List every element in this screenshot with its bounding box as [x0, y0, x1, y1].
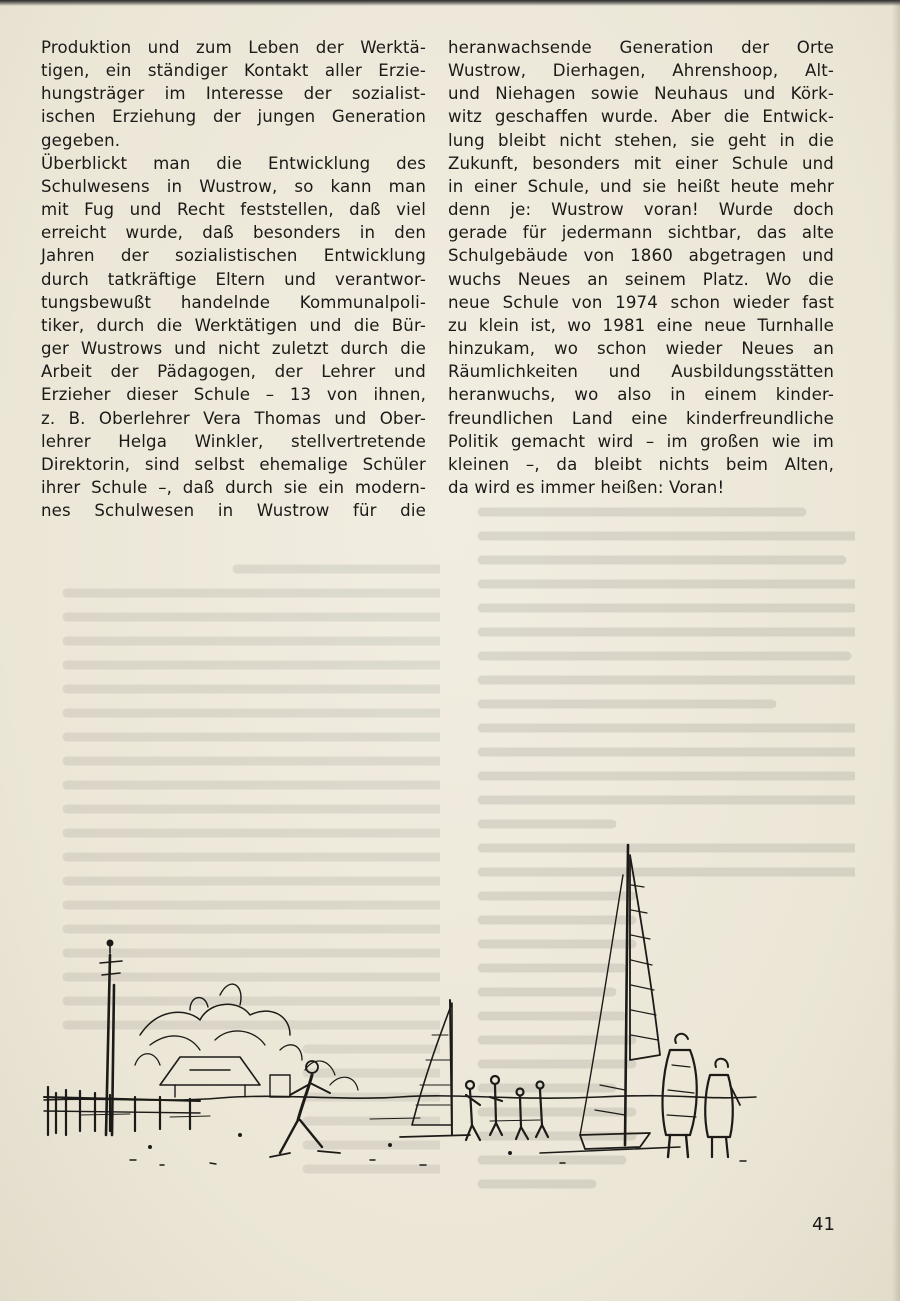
text-line: denn je: Wustrow voran! Wurde doch	[448, 200, 834, 220]
page-top-edge	[0, 0, 900, 6]
text-line: Schulwesens in Wustrow, so kann man	[41, 176, 426, 196]
winter-beach-sketch-icon	[40, 835, 760, 1180]
text-line: Direktorin, sind selbst ehemalige Schüler	[41, 454, 426, 474]
text-line: hinzukam, wo schon wieder Neues an	[448, 339, 834, 359]
text-line: witz geschaffen wurde. Aber die Entwick-	[448, 107, 834, 127]
text-line: Überblickt man die Entwicklung des	[41, 153, 426, 173]
text-line: Erzieher dieser Schule – 13 von ihnen,	[41, 385, 426, 405]
text-column-right	[448, 36, 834, 499]
text-line: z. B. Oberlehrer Vera Thomas und Ober-	[41, 408, 426, 428]
text-line: tungsbewußt handelnde Kommunalpoli-	[41, 292, 426, 312]
text-line: hungsträger im Interesse der sozialist-	[41, 84, 426, 104]
text-line: Jahren der sozialistischen Entwicklung	[41, 246, 426, 266]
text-line: kleinen –, da bleibt nichts beim Alten,	[448, 454, 834, 474]
text-line: heranwuchs, wo also in einem kinder-	[448, 385, 834, 405]
text-line: in einer Schule, und sie heißt heute mehr	[448, 176, 834, 196]
text-line: Zukunft, besonders mit einer Schule und	[448, 153, 834, 173]
text-line: ischen Erziehung der jungen Generation	[41, 107, 426, 127]
text-line: Arbeit der Pädagogen, der Lehrer und	[41, 362, 426, 382]
text-line: heranwachsende Generation der Orte	[448, 38, 834, 57]
text-line: Produktion und zum Leben der Werktä-	[41, 38, 426, 57]
page-right-shadow	[892, 0, 900, 1301]
text-line: tiker, durch die Werktätigen und die Bür-	[41, 315, 426, 335]
text-line: wuchs Neues an seinem Platz. Wo die	[448, 269, 834, 289]
text-line: Politik gemacht wird – im großen wie im	[448, 431, 834, 451]
page-number: 41	[812, 1214, 835, 1235]
text-line: und Niehagen sowie Neuhaus und Körk-	[448, 84, 834, 104]
text-line: da wird es immer heißen: Voran!	[448, 477, 725, 497]
text-line: gegeben.	[41, 130, 121, 150]
text-line: erreicht wurde, daß besonders in den	[41, 223, 426, 243]
text-line: mit Fug und Recht feststellen, daß viel	[41, 200, 426, 220]
text-line: freundlichen Land eine kinderfreundliche	[448, 408, 834, 428]
text-line: gerade für jedermann sichtbar, das alte	[448, 223, 834, 243]
text-line: lung bleibt nicht stehen, sie geht in die	[448, 130, 834, 150]
text-line: tigen, ein ständiger Kontakt aller Erzie-	[41, 61, 426, 81]
text-line: ger Wustrows und nicht zuletzt durch die	[41, 339, 426, 359]
text-line: nes Schulwesen in Wustrow für die	[41, 501, 426, 521]
text-line: durch tatkräftige Eltern und verantwor-	[41, 269, 426, 289]
text-line: lehrer Helga Winkler, stellvertretende	[41, 431, 426, 451]
text-line: neue Schule von 1974 schon wieder fast	[448, 292, 834, 312]
text-column-left	[41, 36, 426, 522]
text-line: ihrer Schule –, daß durch sie ein modern-	[41, 477, 426, 497]
text-line: zu klein ist, wo 1981 eine neue Turnhalle	[448, 315, 834, 335]
text-line: Räumlichkeiten und Ausbildungsstätten	[448, 362, 834, 382]
text-line: Schulgebäude von 1860 abgetragen und	[448, 246, 834, 266]
text-line: Wustrow, Dierhagen, Ahrenshoop, Alt-	[448, 61, 834, 81]
